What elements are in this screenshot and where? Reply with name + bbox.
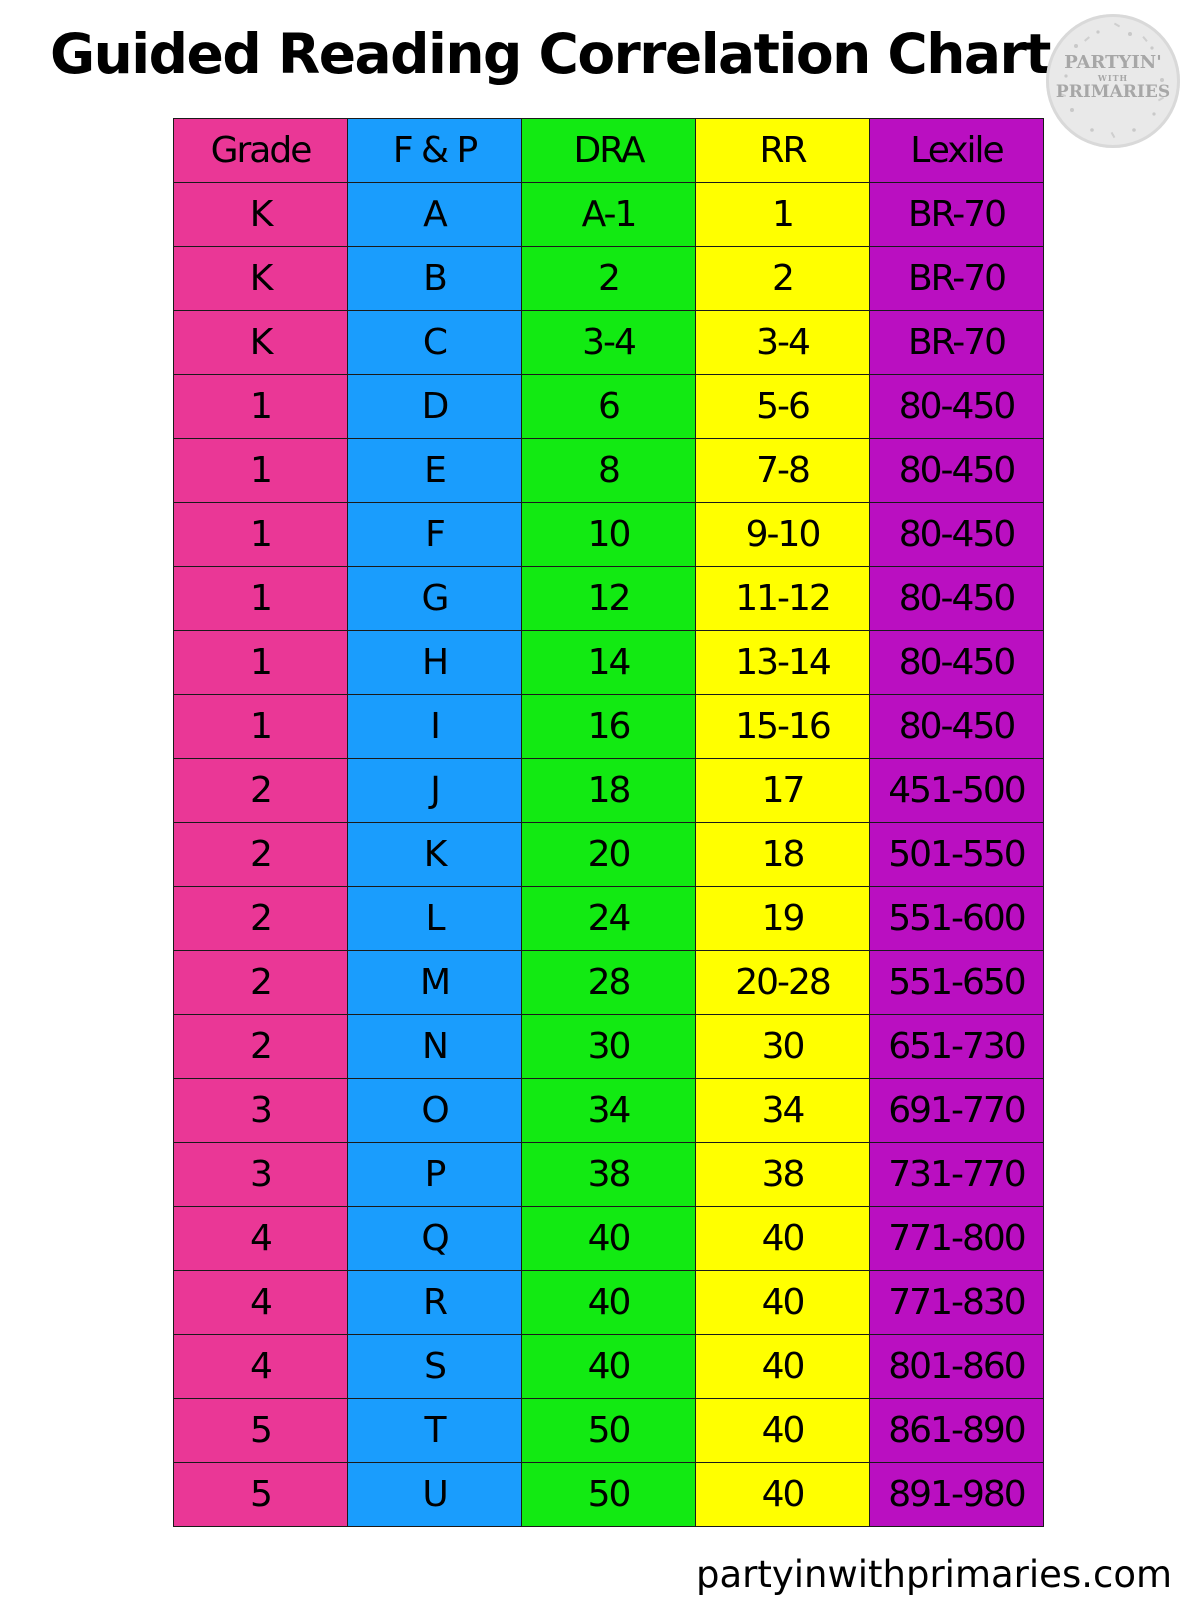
rr-cell: 18	[696, 823, 870, 887]
dra-cell: 14	[522, 631, 696, 695]
logo-text	[1046, 54, 1180, 101]
grade-cell: 5	[174, 1463, 348, 1527]
dra-cell: 16	[522, 695, 696, 759]
dra-cell: 10	[522, 503, 696, 567]
lexile-cell: BR-70	[870, 247, 1044, 311]
grade-cell: 4	[174, 1207, 348, 1271]
table-row	[174, 951, 1044, 1015]
dra-cell: 40	[522, 1207, 696, 1271]
page-title: Guided Reading Correlation Chart	[50, 22, 1050, 86]
rr-cell: 17	[696, 759, 870, 823]
fp-cell: S	[348, 1335, 522, 1399]
table-row	[174, 823, 1044, 887]
grade-cell: 4	[174, 1271, 348, 1335]
table-row	[174, 311, 1044, 375]
dra-cell: 6	[522, 375, 696, 439]
table-row	[174, 1335, 1044, 1399]
fp-cell: T	[348, 1399, 522, 1463]
fp-cell: R	[348, 1271, 522, 1335]
table-row	[174, 1015, 1044, 1079]
lexile-cell: 771-800	[870, 1207, 1044, 1271]
lexile-cell: 651-730	[870, 1015, 1044, 1079]
table-row	[174, 1079, 1044, 1143]
fp-cell: N	[348, 1015, 522, 1079]
rr-cell: 34	[696, 1079, 870, 1143]
grade-cell: 1	[174, 439, 348, 503]
lexile-cell: 80-450	[870, 439, 1044, 503]
header-lexile: Lexile	[870, 119, 1044, 183]
grade-cell: 1	[174, 695, 348, 759]
fp-cell: J	[348, 759, 522, 823]
grade-cell: 3	[174, 1143, 348, 1207]
lexile-cell: BR-70	[870, 183, 1044, 247]
grade-cell: 2	[174, 823, 348, 887]
grade-cell: 1	[174, 567, 348, 631]
lexile-cell: 551-600	[870, 887, 1044, 951]
fp-cell: B	[348, 247, 522, 311]
table-row	[174, 631, 1044, 695]
rr-cell: 11-12	[696, 567, 870, 631]
fp-cell: E	[348, 439, 522, 503]
rr-cell: 19	[696, 887, 870, 951]
grade-cell: K	[174, 247, 348, 311]
lexile-cell: 501-550	[870, 823, 1044, 887]
dra-cell: 20	[522, 823, 696, 887]
dra-cell: A-1	[522, 183, 696, 247]
grade-cell: 1	[174, 631, 348, 695]
table-row	[174, 1399, 1044, 1463]
header-rr: RR	[696, 119, 870, 183]
table-row	[174, 887, 1044, 951]
rr-cell: 40	[696, 1399, 870, 1463]
lexile-cell: 80-450	[870, 631, 1044, 695]
dra-cell: 28	[522, 951, 696, 1015]
lexile-cell: 80-450	[870, 503, 1044, 567]
fp-cell: G	[348, 567, 522, 631]
fp-cell: O	[348, 1079, 522, 1143]
rr-cell: 1	[696, 183, 870, 247]
grade-cell: 1	[174, 375, 348, 439]
lexile-cell: 891-980	[870, 1463, 1044, 1527]
fp-cell: A	[348, 183, 522, 247]
dra-cell: 40	[522, 1335, 696, 1399]
grade-cell: K	[174, 311, 348, 375]
dra-cell: 34	[522, 1079, 696, 1143]
dra-cell: 50	[522, 1399, 696, 1463]
grade-cell: 2	[174, 759, 348, 823]
grade-cell: K	[174, 183, 348, 247]
fp-cell: U	[348, 1463, 522, 1527]
lexile-cell: 731-770	[870, 1143, 1044, 1207]
lexile-cell: 80-450	[870, 567, 1044, 631]
lexile-cell: 80-450	[870, 375, 1044, 439]
grade-cell: 1	[174, 503, 348, 567]
dra-cell: 12	[522, 567, 696, 631]
lexile-cell: 771-830	[870, 1271, 1044, 1335]
rr-cell: 5-6	[696, 375, 870, 439]
rr-cell: 20-28	[696, 951, 870, 1015]
table-row	[174, 1271, 1044, 1335]
table-row	[174, 1143, 1044, 1207]
lexile-cell: 451-500	[870, 759, 1044, 823]
header-fp: F & P	[348, 119, 522, 183]
table-row	[174, 1463, 1044, 1527]
grade-cell: 5	[174, 1399, 348, 1463]
header-grade: Grade	[174, 119, 348, 183]
grade-cell: 2	[174, 1015, 348, 1079]
logo-line-1: PARTYIN'	[1064, 52, 1162, 73]
rr-cell: 30	[696, 1015, 870, 1079]
lexile-cell: 801-860	[870, 1335, 1044, 1399]
lexile-cell: 551-650	[870, 951, 1044, 1015]
table-row	[174, 759, 1044, 823]
grade-cell: 4	[174, 1335, 348, 1399]
rr-cell: 13-14	[696, 631, 870, 695]
dra-cell: 3-4	[522, 311, 696, 375]
table-row	[174, 439, 1044, 503]
lexile-cell: BR-70	[870, 311, 1044, 375]
rr-cell: 40	[696, 1207, 870, 1271]
header-row	[174, 119, 1044, 183]
fp-cell: I	[348, 695, 522, 759]
dra-cell: 30	[522, 1015, 696, 1079]
rr-cell: 2	[696, 247, 870, 311]
website-url: partyinwithprimaries.com	[695, 1553, 1172, 1596]
rr-cell: 40	[696, 1335, 870, 1399]
rr-cell: 15-16	[696, 695, 870, 759]
table-row	[174, 183, 1044, 247]
table-row	[174, 1207, 1044, 1271]
correlation-table	[173, 118, 1044, 1527]
rr-cell: 7-8	[696, 439, 870, 503]
grade-cell: 2	[174, 951, 348, 1015]
dra-cell: 24	[522, 887, 696, 951]
header-dra: DRA	[522, 119, 696, 183]
lexile-cell: 691-770	[870, 1079, 1044, 1143]
rr-cell: 9-10	[696, 503, 870, 567]
fp-cell: L	[348, 887, 522, 951]
lexile-cell: 861-890	[870, 1399, 1044, 1463]
fp-cell: K	[348, 823, 522, 887]
rr-cell: 40	[696, 1271, 870, 1335]
table-row	[174, 247, 1044, 311]
rr-cell: 38	[696, 1143, 870, 1207]
rr-cell: 3-4	[696, 311, 870, 375]
fp-cell: M	[348, 951, 522, 1015]
table-row	[174, 375, 1044, 439]
dra-cell: 38	[522, 1143, 696, 1207]
fp-cell: H	[348, 631, 522, 695]
dra-cell: 40	[522, 1271, 696, 1335]
dra-cell: 50	[522, 1463, 696, 1527]
table-row	[174, 695, 1044, 759]
fp-cell: Q	[348, 1207, 522, 1271]
rr-cell: 40	[696, 1463, 870, 1527]
dra-cell: 8	[522, 439, 696, 503]
table-row	[174, 503, 1044, 567]
logo-line-2: WITH	[1097, 73, 1129, 83]
fp-cell: D	[348, 375, 522, 439]
table-row	[174, 567, 1044, 631]
grade-cell: 2	[174, 887, 348, 951]
fp-cell: P	[348, 1143, 522, 1207]
logo-line-3: PRIMARIES	[1055, 82, 1171, 102]
dra-cell: 18	[522, 759, 696, 823]
lexile-cell: 80-450	[870, 695, 1044, 759]
fp-cell: C	[348, 311, 522, 375]
brand-logo	[1046, 14, 1180, 148]
dra-cell: 2	[522, 247, 696, 311]
fp-cell: F	[348, 503, 522, 567]
grade-cell: 3	[174, 1079, 348, 1143]
